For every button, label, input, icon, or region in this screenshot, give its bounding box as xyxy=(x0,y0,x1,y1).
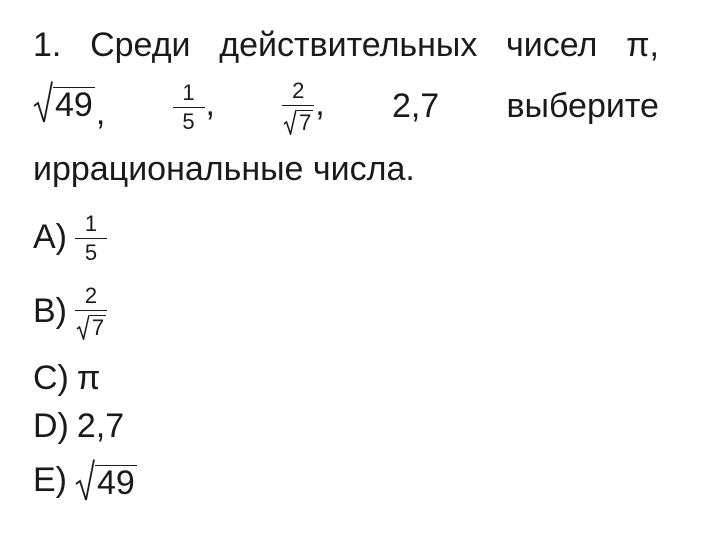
option-d[interactable] xyxy=(33,402,137,450)
option-letter: C) xyxy=(33,358,69,397)
option-e[interactable] xyxy=(33,452,137,508)
radical-sign-icon xyxy=(75,458,95,502)
sqrt-49 xyxy=(75,458,137,502)
question-number: 1. xyxy=(33,26,62,64)
sqrt-7 xyxy=(76,314,106,340)
fraction-1-5 xyxy=(173,80,205,133)
radical-sign-icon xyxy=(283,109,297,135)
radical-sign-icon xyxy=(76,314,90,340)
option-letter: D) xyxy=(33,406,69,445)
answer-options xyxy=(33,204,137,508)
sqrt-49-radicand: 49 xyxy=(55,85,93,124)
question-word: Среди xyxy=(90,26,191,64)
radical-sign-icon xyxy=(33,80,53,124)
option-b[interactable] xyxy=(33,272,137,350)
option-c[interactable] xyxy=(33,354,137,402)
option-c-value: π xyxy=(76,358,101,397)
question xyxy=(33,26,659,202)
option-letter: A) xyxy=(33,217,67,256)
number-2-7: 2,7 xyxy=(391,86,440,125)
sqrt-49-item xyxy=(33,80,105,133)
fraction-denominator: 5 xyxy=(182,108,195,134)
question-line-3: иррациональные числа. xyxy=(33,150,415,188)
fraction-2-sqrt7 xyxy=(282,78,314,135)
option-b-fraction xyxy=(75,283,107,340)
fraction-denominator xyxy=(283,106,313,135)
fraction-1-5-item xyxy=(173,80,215,133)
fraction-2-sqrt7-item xyxy=(282,78,324,135)
option-a-fraction xyxy=(75,211,107,264)
question-word: чисел xyxy=(506,26,598,64)
comma: , xyxy=(315,84,325,123)
question-word: действительных xyxy=(219,26,478,64)
fraction-denominator: 5 xyxy=(84,239,98,265)
question-line-2 xyxy=(33,76,659,136)
fraction-numerator: 2 xyxy=(282,78,314,106)
comma: , xyxy=(205,84,215,123)
question-word: выберите xyxy=(506,86,659,125)
option-letter: E) xyxy=(33,460,67,499)
fraction-numerator: 2 xyxy=(75,283,107,311)
sqrt-7-radicand: 7 xyxy=(299,110,312,136)
sqrt-49-radicand: 49 xyxy=(97,464,135,503)
sqrt-7-radicand: 7 xyxy=(91,315,105,341)
question-word-pi: π, xyxy=(626,26,659,64)
option-a[interactable] xyxy=(33,204,137,270)
fraction-denominator xyxy=(76,311,106,340)
option-d-value: 2,7 xyxy=(76,406,125,445)
comma: , xyxy=(95,93,106,132)
sqrt-7 xyxy=(283,109,313,135)
question-line-1 xyxy=(33,26,659,74)
sqrt-49 xyxy=(33,80,95,124)
fraction-numerator: 1 xyxy=(75,211,107,239)
option-letter: B) xyxy=(33,291,67,330)
fraction-numerator: 1 xyxy=(173,80,205,108)
